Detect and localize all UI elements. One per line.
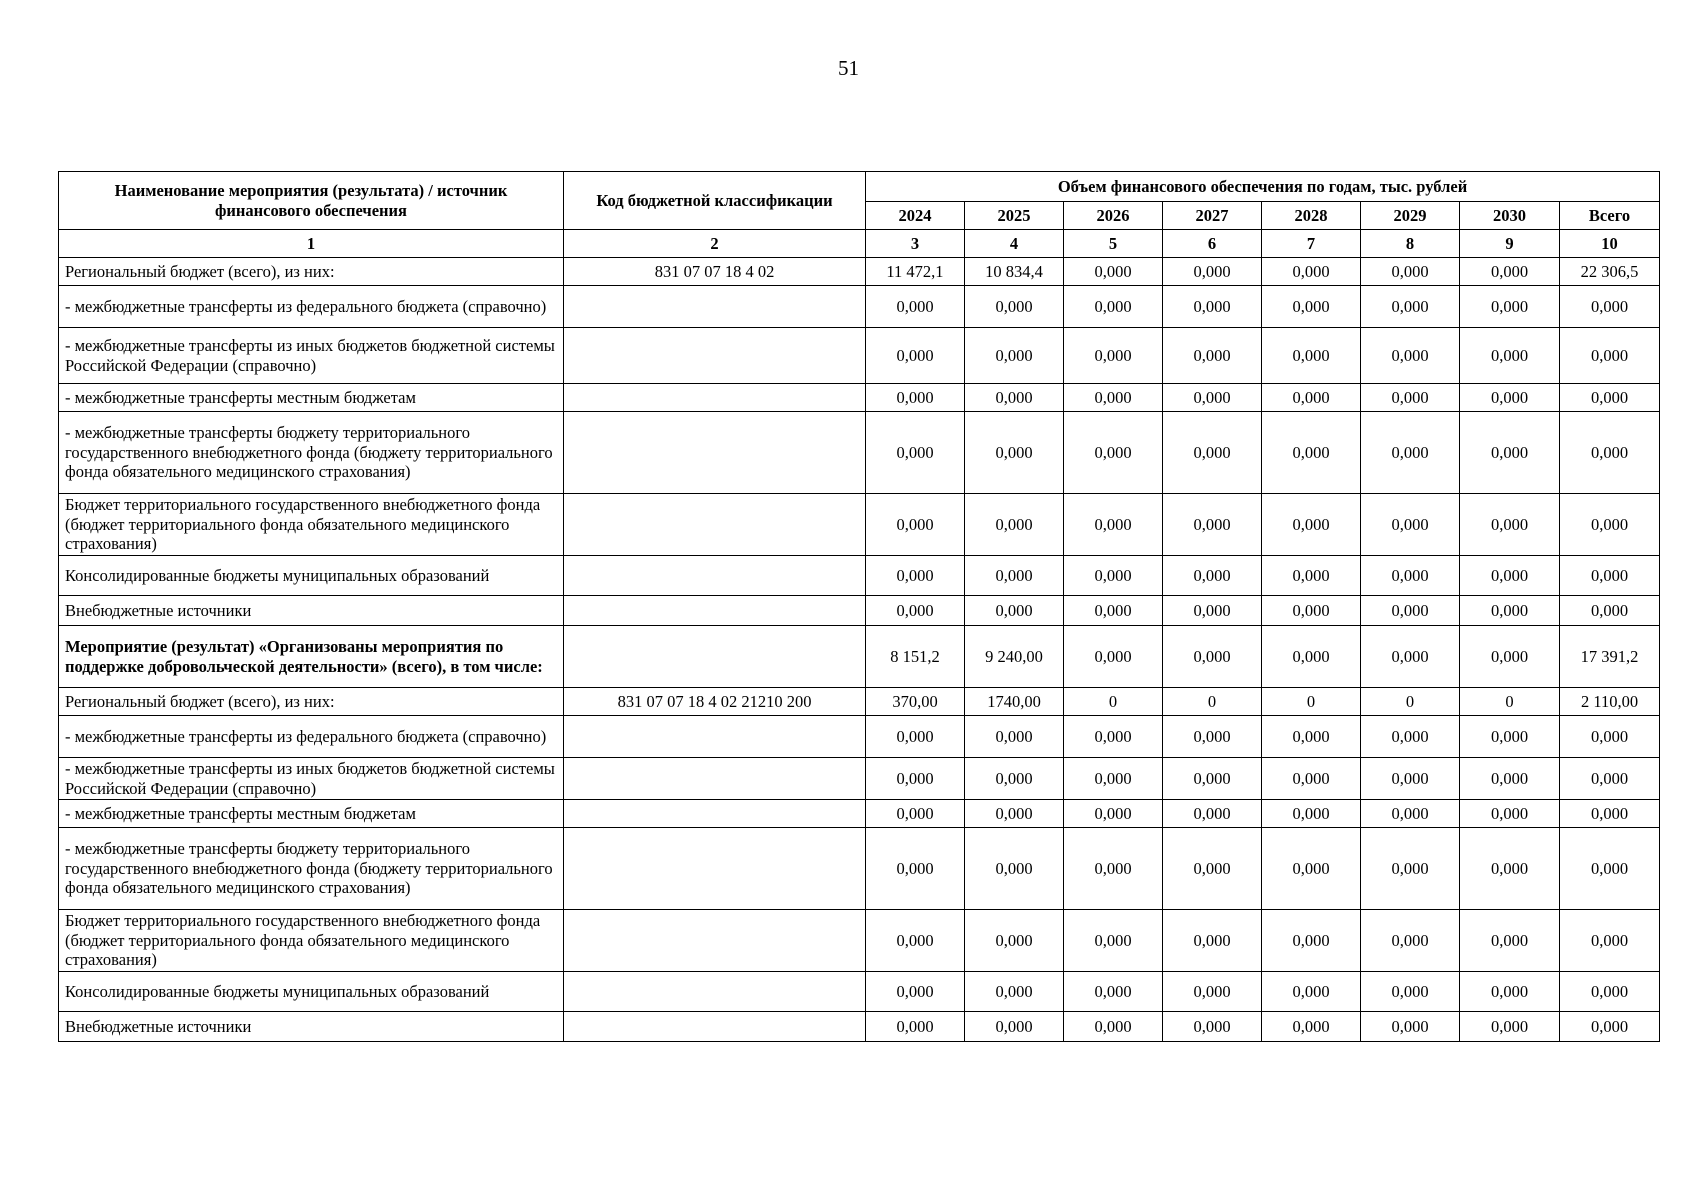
row-value-cell: 0,000 [1163, 328, 1262, 384]
table-row [59, 412, 1660, 494]
header-volume-column: Объем финансового обеспечения по годам, тыс. рублей [866, 172, 1660, 202]
row-value-cell: 0,000 [1064, 1012, 1163, 1042]
header-year: 2024 [866, 202, 965, 230]
row-name-cell: - межбюджетные трансферты бюджету территориального государственного внебюджетного фонда (бюджету территориального фонда обязательного медицинского страхования) [59, 412, 564, 494]
row-name-cell: - межбюджетные трансферты бюджету территориального государственного внебюджетного фонда (бюджету территориального фонда обязательного медицинского страхования) [59, 828, 564, 910]
row-value-cell: 0,000 [1163, 828, 1262, 910]
header-year: 2025 [965, 202, 1064, 230]
row-name-cell: - межбюджетные трансферты из иных бюджетов бюджетной системы Российской Федерации (справочно) [59, 758, 564, 800]
row-value-cell: 0,000 [1163, 556, 1262, 596]
row-value-cell: 0,000 [965, 412, 1064, 494]
row-value-cell: 0,000 [1460, 384, 1560, 412]
row-value-cell: 0,000 [866, 596, 965, 626]
row-value-cell: 1740,00 [965, 688, 1064, 716]
row-total-cell: 0,000 [1560, 494, 1660, 556]
row-value-cell: 0,000 [965, 758, 1064, 800]
row-value-cell: 0 [1262, 688, 1361, 716]
table-row [59, 328, 1660, 384]
row-value-cell: 0,000 [1262, 596, 1361, 626]
row-code-cell [564, 1012, 866, 1042]
row-value-cell: 0,000 [1064, 626, 1163, 688]
row-value-cell: 0,000 [1361, 328, 1460, 384]
row-value-cell: 0,000 [1361, 1012, 1460, 1042]
row-name-cell: Внебюджетные источники [59, 1012, 564, 1042]
row-name-cell: Бюджет территориального государственного внебюджетного фонда (бюджет территориального фонда обязательного медицинского страхования) [59, 910, 564, 972]
row-value-cell: 0,000 [1163, 972, 1262, 1012]
row-code-cell [564, 716, 866, 758]
row-value-cell: 0,000 [1460, 328, 1560, 384]
row-value-cell: 0,000 [965, 910, 1064, 972]
table-row [59, 384, 1660, 412]
row-value-cell: 0,000 [1460, 972, 1560, 1012]
header-year: 2026 [1064, 202, 1163, 230]
page-number: 51 [838, 56, 859, 80]
row-value-cell: 0,000 [866, 412, 965, 494]
table-row [59, 596, 1660, 626]
row-code-cell [564, 412, 866, 494]
table-row [59, 626, 1660, 688]
row-value-cell: 0,000 [1064, 328, 1163, 384]
row-value-cell: 0 [1064, 688, 1163, 716]
row-value-cell: 0,000 [1262, 328, 1361, 384]
column-index: 2 [564, 230, 866, 258]
row-total-cell: 0,000 [1560, 972, 1660, 1012]
row-value-cell: 0,000 [866, 716, 965, 758]
row-value-cell: 0,000 [965, 828, 1064, 910]
row-value-cell: 0,000 [1064, 800, 1163, 828]
row-value-cell: 0,000 [1262, 800, 1361, 828]
row-code-cell [564, 596, 866, 626]
row-value-cell: 0,000 [1361, 910, 1460, 972]
row-value-cell: 0,000 [1064, 716, 1163, 758]
column-index: 5 [1064, 230, 1163, 258]
header-total: Всего [1560, 202, 1660, 230]
row-value-cell: 0,000 [1262, 258, 1361, 286]
row-value-cell: 0,000 [965, 328, 1064, 384]
row-value-cell: 0,000 [1262, 972, 1361, 1012]
row-value-cell: 0,000 [1262, 556, 1361, 596]
row-value-cell: 0,000 [1163, 412, 1262, 494]
column-index: 4 [965, 230, 1064, 258]
table-row [59, 556, 1660, 596]
row-value-cell: 0,000 [965, 556, 1064, 596]
table-row [59, 910, 1660, 972]
row-total-cell: 0,000 [1560, 800, 1660, 828]
row-value-cell: 0,000 [965, 384, 1064, 412]
table-body [59, 258, 1660, 1042]
row-name-cell: - межбюджетные трансферты из иных бюджетов бюджетной системы Российской Федерации (справочно) [59, 328, 564, 384]
row-code-cell [564, 286, 866, 328]
row-value-cell: 0,000 [1262, 910, 1361, 972]
row-value-cell: 370,00 [866, 688, 965, 716]
row-total-cell: 0,000 [1560, 384, 1660, 412]
row-value-cell: 0,000 [965, 972, 1064, 1012]
row-value-cell: 0,000 [1262, 626, 1361, 688]
row-code-cell [564, 556, 866, 596]
column-index: 7 [1262, 230, 1361, 258]
row-value-cell: 0,000 [866, 1012, 965, 1042]
row-total-cell: 2 110,00 [1560, 688, 1660, 716]
row-name-cell: - межбюджетные трансферты из федерального бюджета (справочно) [59, 716, 564, 758]
row-value-cell: 0,000 [1064, 596, 1163, 626]
row-value-cell: 0,000 [1163, 258, 1262, 286]
row-value-cell: 0,000 [965, 716, 1064, 758]
row-name-cell: Бюджет территориального государственного внебюджетного фонда (бюджет территориального фонда обязательного медицинского страхования) [59, 494, 564, 556]
row-name-cell: Внебюджетные источники [59, 596, 564, 626]
row-value-cell: 0,000 [866, 758, 965, 800]
row-code-cell [564, 626, 866, 688]
row-name-cell: Консолидированные бюджеты муниципальных образований [59, 972, 564, 1012]
row-value-cell: 0,000 [1460, 626, 1560, 688]
row-value-cell: 0 [1163, 688, 1262, 716]
column-index: 9 [1460, 230, 1560, 258]
row-value-cell: 9 240,00 [965, 626, 1064, 688]
table-row [59, 688, 1660, 716]
row-name-cell: Мероприятие (результат) «Организованы мероприятия по поддержке добровольческой деятельности» (всего), в том числе: [59, 626, 564, 688]
header-year: 2027 [1163, 202, 1262, 230]
row-value-cell: 0 [1361, 688, 1460, 716]
row-code-cell [564, 800, 866, 828]
row-value-cell: 0,000 [866, 828, 965, 910]
row-value-cell: 0,000 [1064, 258, 1163, 286]
row-value-cell: 0,000 [1064, 758, 1163, 800]
row-total-cell: 0,000 [1560, 758, 1660, 800]
row-value-cell: 0,000 [1262, 494, 1361, 556]
row-value-cell: 0,000 [1361, 800, 1460, 828]
row-value-cell: 0,000 [1361, 412, 1460, 494]
row-code-cell: 831 07 07 18 4 02 [564, 258, 866, 286]
row-value-cell: 0,000 [1163, 800, 1262, 828]
header-year: 2030 [1460, 202, 1560, 230]
row-total-cell: 0,000 [1560, 716, 1660, 758]
row-code-cell [564, 972, 866, 1012]
header-year: 2029 [1361, 202, 1460, 230]
row-name-cell: - межбюджетные трансферты местным бюджетам [59, 384, 564, 412]
row-value-cell: 0,000 [965, 1012, 1064, 1042]
row-value-cell: 0,000 [1361, 286, 1460, 328]
row-value-cell: 8 151,2 [866, 626, 965, 688]
row-value-cell: 0,000 [1361, 716, 1460, 758]
row-total-cell: 0,000 [1560, 286, 1660, 328]
row-value-cell: 0,000 [1262, 286, 1361, 328]
row-code-cell [564, 494, 866, 556]
row-value-cell: 0,000 [1460, 910, 1560, 972]
row-code-cell [564, 910, 866, 972]
row-total-cell: 0,000 [1560, 1012, 1660, 1042]
row-value-cell: 0,000 [866, 972, 965, 1012]
table-row [59, 828, 1660, 910]
row-value-cell: 0,000 [1460, 412, 1560, 494]
row-total-cell: 17 391,2 [1560, 626, 1660, 688]
row-code-cell [564, 828, 866, 910]
row-value-cell: 0,000 [1064, 494, 1163, 556]
row-value-cell: 0,000 [1163, 384, 1262, 412]
row-value-cell: 0,000 [1163, 494, 1262, 556]
row-value-cell: 0,000 [866, 286, 965, 328]
row-value-cell: 0,000 [866, 556, 965, 596]
row-value-cell: 0,000 [866, 384, 965, 412]
row-value-cell: 0,000 [1361, 758, 1460, 800]
table-row [59, 286, 1660, 328]
row-name-cell: Региональный бюджет (всего), из них: [59, 688, 564, 716]
row-value-cell: 0,000 [1163, 910, 1262, 972]
row-total-cell: 22 306,5 [1560, 258, 1660, 286]
row-total-cell: 0,000 [1560, 910, 1660, 972]
row-value-cell: 0,000 [1361, 384, 1460, 412]
column-index: 3 [866, 230, 965, 258]
row-total-cell: 0,000 [1560, 596, 1660, 626]
row-value-cell: 0,000 [965, 494, 1064, 556]
row-value-cell: 0,000 [1262, 758, 1361, 800]
row-value-cell: 0,000 [1163, 626, 1262, 688]
row-value-cell: 0,000 [1361, 596, 1460, 626]
row-value-cell: 0,000 [1163, 1012, 1262, 1042]
row-value-cell: 0,000 [1262, 828, 1361, 910]
header-name-column: Наименование мероприятия (результата) / источник финансового обеспечения [59, 172, 564, 230]
table-row [59, 494, 1660, 556]
row-value-cell: 0,000 [1460, 258, 1560, 286]
row-value-cell: 0,000 [1163, 716, 1262, 758]
row-code-cell [564, 328, 866, 384]
header-code-column: Код бюджетной классификации [564, 172, 866, 230]
row-value-cell: 0,000 [1064, 828, 1163, 910]
row-total-cell: 0,000 [1560, 556, 1660, 596]
row-name-cell: - межбюджетные трансферты местным бюджетам [59, 800, 564, 828]
row-value-cell: 0 [1460, 688, 1560, 716]
row-value-cell: 0,000 [1361, 494, 1460, 556]
row-value-cell: 0,000 [866, 494, 965, 556]
row-value-cell: 0,000 [1460, 556, 1560, 596]
financing-table [58, 171, 1660, 1042]
row-value-cell: 0,000 [1460, 1012, 1560, 1042]
row-value-cell: 0,000 [1262, 1012, 1361, 1042]
row-value-cell: 0,000 [1460, 286, 1560, 328]
row-total-cell: 0,000 [1560, 328, 1660, 384]
row-value-cell: 0,000 [965, 800, 1064, 828]
row-code-cell: 831 07 07 18 4 02 21210 200 [564, 688, 866, 716]
table-row [59, 716, 1660, 758]
table-row [59, 972, 1660, 1012]
row-value-cell: 0,000 [866, 800, 965, 828]
row-value-cell: 0,000 [965, 286, 1064, 328]
row-value-cell: 0,000 [1262, 412, 1361, 494]
row-total-cell: 0,000 [1560, 412, 1660, 494]
row-value-cell: 0,000 [1163, 758, 1262, 800]
row-code-cell [564, 758, 866, 800]
row-name-cell: Региональный бюджет (всего), из них: [59, 258, 564, 286]
row-value-cell: 0,000 [1064, 412, 1163, 494]
row-value-cell: 0,000 [1361, 626, 1460, 688]
row-code-cell [564, 384, 866, 412]
column-index: 1 [59, 230, 564, 258]
row-value-cell: 0,000 [1460, 596, 1560, 626]
row-total-cell: 0,000 [1560, 828, 1660, 910]
row-value-cell: 0,000 [1361, 556, 1460, 596]
table-row [59, 758, 1660, 800]
row-value-cell: 0,000 [1262, 716, 1361, 758]
row-value-cell: 0,000 [965, 596, 1064, 626]
column-index: 8 [1361, 230, 1460, 258]
row-value-cell: 0,000 [1460, 716, 1560, 758]
row-value-cell: 0,000 [866, 328, 965, 384]
row-value-cell: 0,000 [1262, 384, 1361, 412]
row-value-cell: 0,000 [1163, 596, 1262, 626]
row-value-cell: 0,000 [1361, 258, 1460, 286]
header-year: 2028 [1262, 202, 1361, 230]
row-value-cell: 11 472,1 [866, 258, 965, 286]
row-value-cell: 0,000 [1460, 828, 1560, 910]
row-value-cell: 0,000 [1064, 972, 1163, 1012]
row-value-cell: 0,000 [866, 910, 965, 972]
row-value-cell: 0,000 [1064, 910, 1163, 972]
row-value-cell: 0,000 [1361, 972, 1460, 1012]
row-value-cell: 0,000 [1460, 494, 1560, 556]
table-row [59, 258, 1660, 286]
row-value-cell: 0,000 [1064, 556, 1163, 596]
column-index: 6 [1163, 230, 1262, 258]
row-value-cell: 0,000 [1460, 800, 1560, 828]
row-value-cell: 0,000 [1361, 828, 1460, 910]
column-index: 10 [1560, 230, 1660, 258]
row-name-cell: Консолидированные бюджеты муниципальных образований [59, 556, 564, 596]
table-row [59, 1012, 1660, 1042]
row-value-cell: 0,000 [1460, 758, 1560, 800]
row-value-cell: 0,000 [1064, 286, 1163, 328]
row-value-cell: 10 834,4 [965, 258, 1064, 286]
table-row [59, 800, 1660, 828]
row-value-cell: 0,000 [1163, 286, 1262, 328]
row-value-cell: 0,000 [1064, 384, 1163, 412]
row-name-cell: - межбюджетные трансферты из федерального бюджета (справочно) [59, 286, 564, 328]
